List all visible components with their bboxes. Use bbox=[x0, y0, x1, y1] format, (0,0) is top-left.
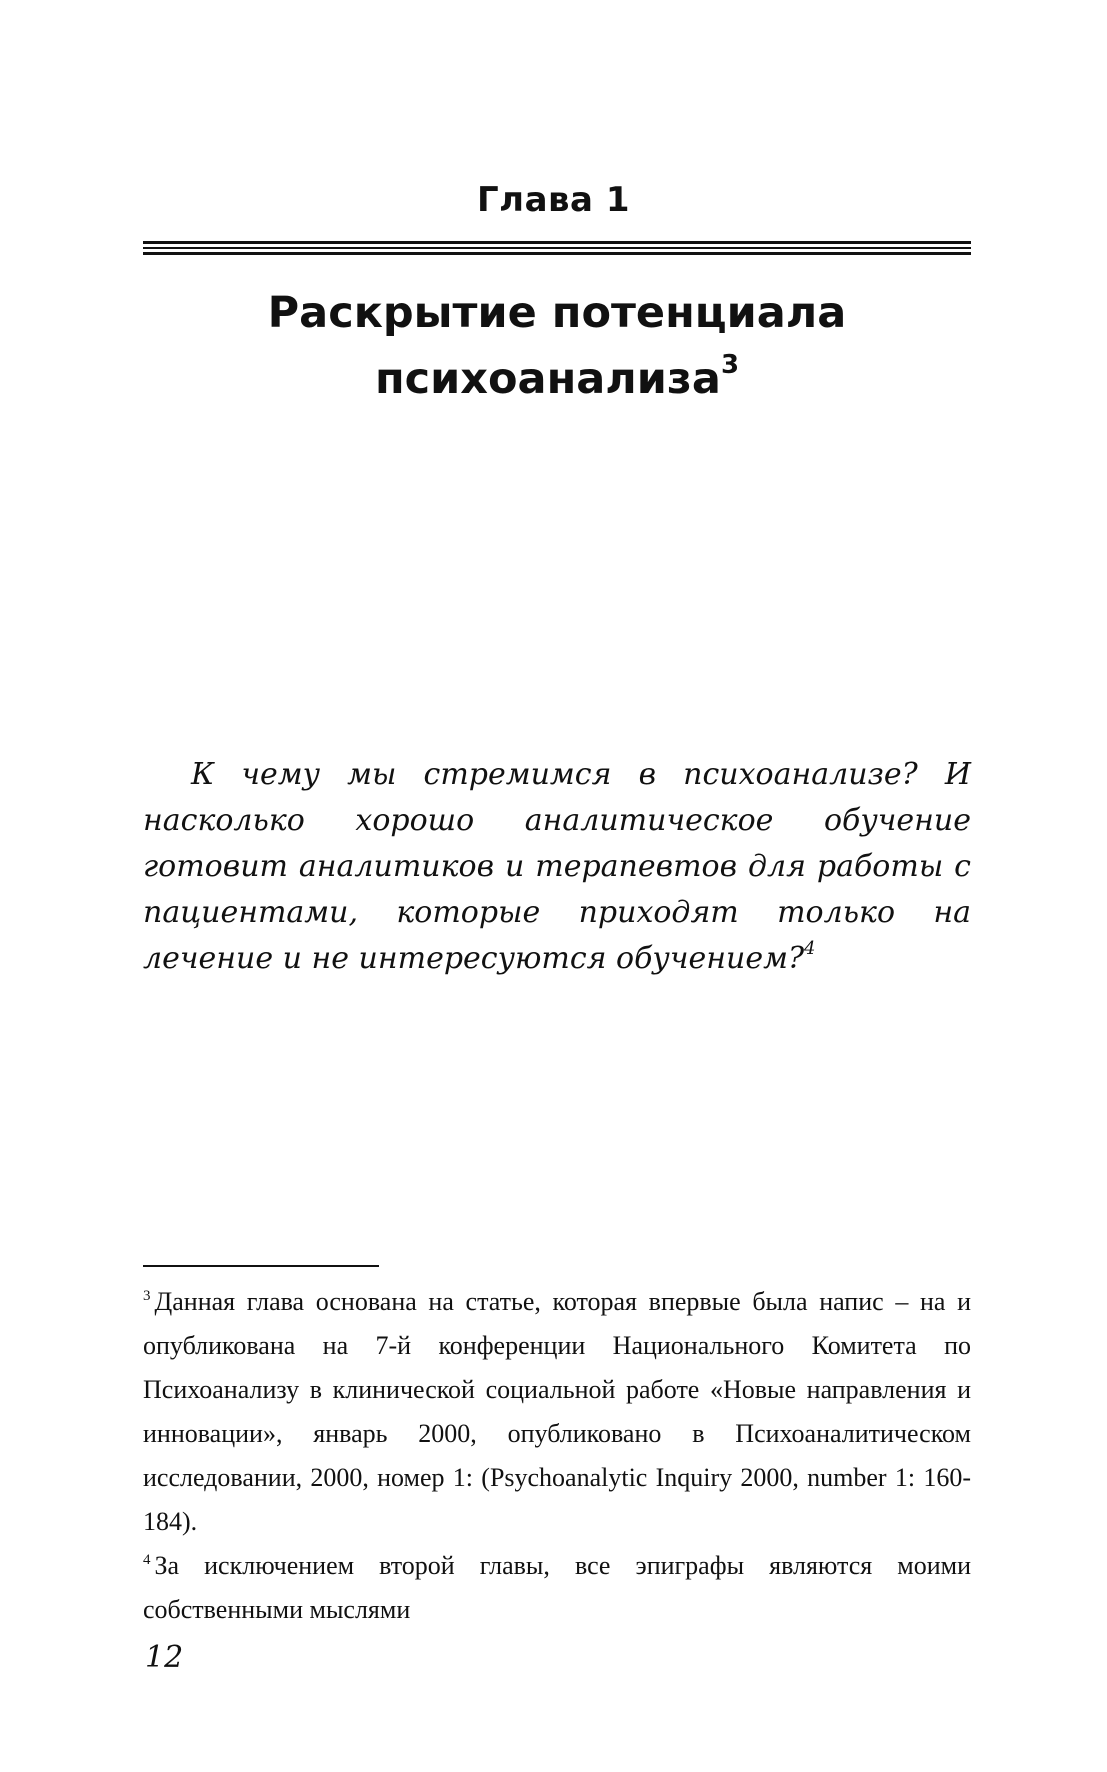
footnote-3 bbox=[143, 1280, 971, 1544]
footnote-3-ref: 3 bbox=[143, 1288, 151, 1304]
footnote-4-ref: 4 bbox=[143, 1552, 151, 1568]
chapter-title bbox=[143, 280, 971, 412]
footnote-4 bbox=[143, 1544, 971, 1632]
epigraph bbox=[143, 752, 971, 982]
divider-line-middle bbox=[143, 247, 971, 249]
title-footnote-ref: 3 bbox=[720, 350, 740, 380]
chapter-title-line-2-text: психоанализа bbox=[374, 354, 721, 404]
footnote-separator bbox=[143, 1265, 379, 1267]
chapter-title-line-1: Раскрытие потенциала bbox=[267, 288, 847, 338]
chapter-label: Глава 1 bbox=[477, 180, 630, 220]
chapter-divider bbox=[143, 241, 971, 258]
epigraph-text: К чему мы стремимся в психоанализе? И насколько хорошо аналитическое обучение готовит аналитиков и терапевтов для работы с пациентами, которые приходят только на лечение и не интересуются обучением? bbox=[143, 757, 971, 976]
footnotes bbox=[143, 1280, 971, 1632]
divider-line-bottom bbox=[143, 252, 971, 255]
divider-line-top bbox=[143, 241, 971, 244]
epigraph-footnote-ref: 4 bbox=[804, 938, 816, 959]
chapter-title-line-2 bbox=[143, 346, 971, 412]
footnote-4-text: За исключением второй главы, все эпиграфы являются моими собственными мыслями bbox=[143, 1551, 971, 1624]
page-number: 12 bbox=[145, 1640, 184, 1675]
footnote-3-text: Данная глава основана на статье, которая впервые была напис – на и опубликована на 7-й конференции Национального Комитета по Психоанализу в клинической социальной работе «Новые направления и инновации», январь 2000, опубликовано в Психоаналитическом исследовании, 2000, номер 1: (Psychoanalytic Inquiry 2000, number 1: 160-184). bbox=[143, 1287, 971, 1536]
